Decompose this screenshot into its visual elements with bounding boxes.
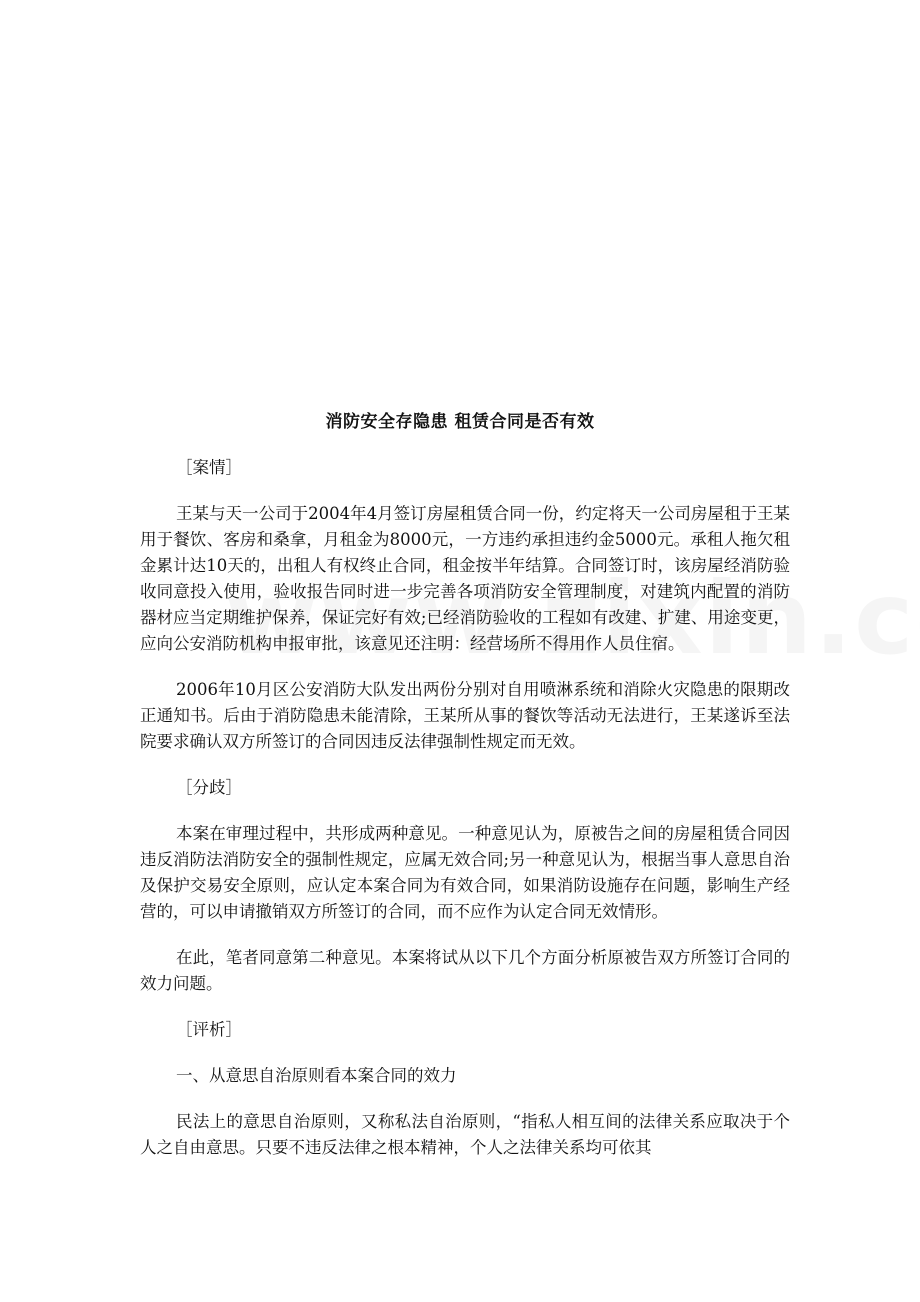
- paragraph-autonomy-principle: 民法上的意思自治原则，又称私法自治原则，“指私人相互间的法律关系应取决于个人之自由意思。只要不违反法律之根本精神，个人之法律关系均可依其: [140, 1112, 790, 1157]
- section-heading-analysis: ［评析］: [176, 1020, 242, 1039]
- section-heading-case: ［案情］: [176, 458, 242, 477]
- paragraph-case-facts: 王某与天一公司于2004年4月签订房屋租赁合同一份，约定将天一公司房屋租于王某用于餐饮、客房和桑拿，月租金为8000元，一方违约承担违约金5000元。承租人拖欠租金累计达10天的，出租人有权终止合同，租金按半年结算。合同签订时，该房屋经消防验收同意投入使用，验收报告同时进一步完善各项消防安全管理制度，对建筑内配置的消防器材应当定期维护保养，保证完好有效;已经消防验收的工程如有改建、扩建、用途变更，应向公安消防机构申报审批，该意见还注明：经营场所不得用作人员住宿。: [140, 504, 790, 653]
- document-body: [140, 455, 790, 1181]
- section-heading-dispute: ［分歧］: [176, 778, 242, 797]
- subsection-heading: 一、从意思自治原则看本案合同的效力: [176, 1066, 457, 1085]
- paragraph-author-view: 在此，笔者同意第二种意见。本案将试从以下几个方面分析原被告双方所签订合同的效力问题。: [140, 948, 790, 993]
- paragraph-fire-notice: 2006年10月区公安消防大队发出两份分别对自用喷淋系统和消除火灾隐患的限期改正通知书。后由于消防隐患未能清除，王某所从事的餐饮等活动无法进行，王某遂诉至法院要求确认双方所签订的合同因违反法律强制性规定而无效。: [140, 680, 790, 751]
- paragraph-two-opinions: 本案在审理过程中，共形成两种意见。一种意见认为，原被告之间的房屋租赁合同因违反消防法消防安全的强制性规定，应属无效合同;另一种意见认为，根据当事人意思自治及保护交易安全原则，应认定本案合同为有效合同，如果消防设施存在问题，影响生产经营的，可以申请撤销双方所签订的合同，而不应作为认定合同无效情形。: [140, 824, 790, 921]
- document-title: 消防安全存隐患 租赁合同是否有效: [325, 412, 595, 432]
